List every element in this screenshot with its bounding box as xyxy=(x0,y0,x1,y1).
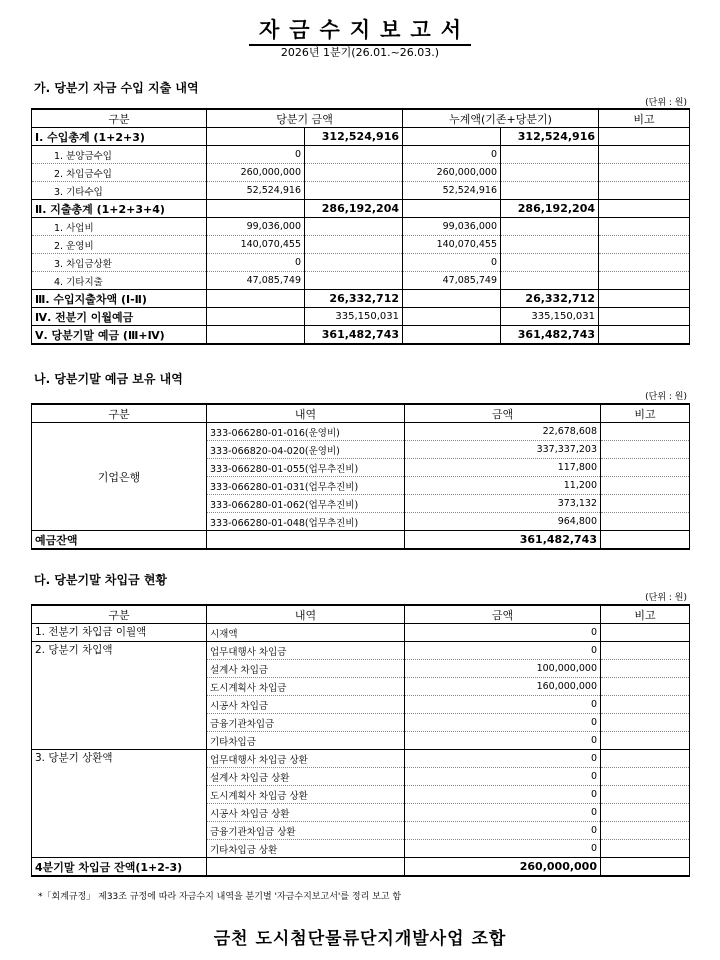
header-amount: 금액 xyxy=(405,404,601,423)
cumulative-detail xyxy=(403,326,501,345)
borrowing-amount: 100,000,000 xyxy=(405,660,601,678)
remarks-cell xyxy=(601,840,690,858)
total-amount: 260,000,000 xyxy=(405,858,601,877)
remarks-cell xyxy=(599,218,690,236)
row-label: 3. 차입금상환 xyxy=(32,254,207,272)
quarter-total: 286,192,204 xyxy=(305,200,403,218)
row-label: Ⅳ. 전분기 이월예금 xyxy=(32,308,207,326)
row-label: Ⅲ. 수입지출차액 (Ⅰ-Ⅱ) xyxy=(32,290,207,308)
remarks-cell xyxy=(601,696,690,714)
remarks-cell xyxy=(599,308,690,326)
quarter-detail xyxy=(207,308,305,326)
cumulative-detail xyxy=(403,308,501,326)
income-expense-table xyxy=(31,108,690,345)
remarks-cell xyxy=(599,254,690,272)
quarter-total xyxy=(305,236,403,254)
cumulative-detail: 0 xyxy=(403,254,501,272)
borrowing-amount: 0 xyxy=(405,624,601,642)
remarks-cell xyxy=(599,164,690,182)
account-amount: 22,678,608 xyxy=(405,423,601,441)
borrowing-item: 기타차입금 xyxy=(207,732,405,750)
quarter-total: 361,482,743 xyxy=(305,326,403,345)
borrowing-item: 금융기관차입금 상환 xyxy=(207,822,405,840)
borrowing-item: 기타차입금 상환 xyxy=(207,840,405,858)
header-remarks: 비고 xyxy=(599,109,690,128)
cumulative-total: 335,150,031 xyxy=(501,308,599,326)
group-label: 2. 당분기 차입액 xyxy=(32,642,207,750)
remarks-cell xyxy=(601,786,690,804)
account-amount: 11,200 xyxy=(405,477,601,495)
account-amount: 373,132 xyxy=(405,495,601,513)
quarter-total: 26,332,712 xyxy=(305,290,403,308)
account-amount: 964,800 xyxy=(405,513,601,531)
quarter-total xyxy=(305,254,403,272)
remarks-cell xyxy=(601,495,690,513)
table-row xyxy=(32,146,690,164)
section-b-title: 나. 당분기말 예금 보유 내역 xyxy=(34,372,183,386)
row-label: 2. 차입금수입 xyxy=(32,164,207,182)
borrowing-item: 시공사 차입금 상환 xyxy=(207,804,405,822)
account-number: 333-066280-01-016(운영비) xyxy=(207,423,405,441)
section-c-unit: (단위 : 원) xyxy=(645,593,687,603)
cumulative-total: 312,524,916 xyxy=(501,128,599,146)
account-number: 333-066280-01-062(업무추진비) xyxy=(207,495,405,513)
table-header xyxy=(32,109,690,128)
header-category: 구분 xyxy=(32,109,207,128)
borrowing-row xyxy=(32,750,690,768)
quarter-detail xyxy=(207,326,305,345)
cumulative-total xyxy=(501,218,599,236)
cumulative-total xyxy=(501,254,599,272)
remarks-cell xyxy=(599,326,690,345)
deposit-table xyxy=(31,403,690,550)
borrowing-amount: 0 xyxy=(405,696,601,714)
total-empty xyxy=(207,858,405,877)
header-details: 내역 xyxy=(207,605,405,624)
row-label: Ⅰ. 수입총계 (1+2+3) xyxy=(32,128,207,146)
cumulative-detail: 47,085,749 xyxy=(403,272,501,290)
organization-name: 금천 도시첨단물류단지개발사업 조합 xyxy=(213,929,507,949)
borrowing-item: 도시계획사 차입금 상환 xyxy=(207,786,405,804)
table-row xyxy=(32,200,690,218)
remarks-cell xyxy=(601,750,690,768)
remarks-cell xyxy=(601,459,690,477)
table-header xyxy=(32,605,690,624)
quarter-detail: 260,000,000 xyxy=(207,164,305,182)
cumulative-total xyxy=(501,272,599,290)
header-category: 구분 xyxy=(32,404,207,423)
table-row xyxy=(32,182,690,200)
remarks-cell xyxy=(599,128,690,146)
quarter-detail: 47,085,749 xyxy=(207,272,305,290)
cumulative-detail: 0 xyxy=(403,146,501,164)
borrowing-amount: 0 xyxy=(405,732,601,750)
remarks-cell xyxy=(601,768,690,786)
table-row xyxy=(32,164,690,182)
remarks-cell xyxy=(599,200,690,218)
table-row xyxy=(32,128,690,146)
quarter-detail: 140,070,455 xyxy=(207,236,305,254)
quarter-total xyxy=(305,218,403,236)
total-label: 예금잔액 xyxy=(32,531,207,550)
group-label: 1. 전분기 차입금 이월액 xyxy=(32,624,207,642)
account-number: 333-066280-01-048(업무추진비) xyxy=(207,513,405,531)
borrowing-item: 금융기관차입금 xyxy=(207,714,405,732)
remarks-cell xyxy=(599,146,690,164)
header-quarter-amount: 당분기 금액 xyxy=(207,109,403,128)
cumulative-total xyxy=(501,182,599,200)
account-number: 333-066280-01-031(업무추진비) xyxy=(207,477,405,495)
borrowing-amount: 0 xyxy=(405,786,601,804)
remarks-cell xyxy=(599,236,690,254)
row-label: 1. 분양금수입 xyxy=(32,146,207,164)
borrowing-amount: 0 xyxy=(405,750,601,768)
remarks-cell xyxy=(601,714,690,732)
quarter-total: 312,524,916 xyxy=(305,128,403,146)
row-label: 3. 기타수입 xyxy=(32,182,207,200)
table-row xyxy=(32,290,690,308)
table-row xyxy=(32,308,690,326)
cumulative-total xyxy=(501,146,599,164)
total-label: 4분기말 차입금 잔액(1+2-3) xyxy=(32,858,207,877)
remarks-cell xyxy=(599,182,690,200)
quarter-total xyxy=(305,272,403,290)
cumulative-detail: 140,070,455 xyxy=(403,236,501,254)
quarter-detail: 0 xyxy=(207,146,305,164)
total-row xyxy=(32,858,690,877)
header-remarks: 비고 xyxy=(601,605,690,624)
borrowing-item: 시재액 xyxy=(207,624,405,642)
borrowing-amount: 0 xyxy=(405,642,601,660)
borrowing-item: 업무대행사 차입금 xyxy=(207,642,405,660)
cumulative-detail: 52,524,916 xyxy=(403,182,501,200)
header-category: 구분 xyxy=(32,605,207,624)
remarks-cell xyxy=(599,290,690,308)
cumulative-total: 361,482,743 xyxy=(501,326,599,345)
header-details: 내역 xyxy=(207,404,405,423)
cumulative-total xyxy=(501,164,599,182)
row-label: 1. 사업비 xyxy=(32,218,207,236)
table-row xyxy=(32,254,690,272)
bank-name: 기업은행 xyxy=(32,423,207,531)
borrowing-row xyxy=(32,642,690,660)
account-number: 333-066820-04-020(운영비) xyxy=(207,441,405,459)
row-label: Ⅴ. 당분기말 예금 (Ⅲ+Ⅳ) xyxy=(32,326,207,345)
borrowing-item: 도시계획사 차입금 xyxy=(207,678,405,696)
remarks-cell xyxy=(601,441,690,459)
quarter-detail xyxy=(207,200,305,218)
quarter-total: 335,150,031 xyxy=(305,308,403,326)
quarter-detail xyxy=(207,290,305,308)
table-row xyxy=(32,236,690,254)
borrowing-item: 시공사 차입금 xyxy=(207,696,405,714)
total-amount: 361,482,743 xyxy=(405,531,601,550)
remarks-cell xyxy=(601,660,690,678)
quarter-detail xyxy=(207,128,305,146)
borrowing-amount: 0 xyxy=(405,822,601,840)
remarks-cell xyxy=(601,642,690,660)
account-number: 333-066280-01-055(업무추진비) xyxy=(207,459,405,477)
remarks-cell xyxy=(601,804,690,822)
section-a-title: 가. 당분기 자금 수입 지출 내역 xyxy=(34,81,199,95)
remarks-cell xyxy=(601,624,690,642)
quarter-total xyxy=(305,182,403,200)
borrowing-table xyxy=(31,604,690,877)
cumulative-detail: 260,000,000 xyxy=(403,164,501,182)
remarks-cell xyxy=(601,678,690,696)
borrowing-item: 업무대행사 차입금 상환 xyxy=(207,750,405,768)
section-c-title: 다. 당분기말 차입금 현황 xyxy=(34,573,168,587)
borrowing-item: 설계사 차입금 상환 xyxy=(207,768,405,786)
cumulative-detail xyxy=(403,290,501,308)
remarks-cell xyxy=(601,822,690,840)
borrowing-amount: 0 xyxy=(405,804,601,822)
row-label: 4. 기타지출 xyxy=(32,272,207,290)
group-label: 3. 당분기 상환액 xyxy=(32,750,207,858)
account-amount: 337,337,203 xyxy=(405,441,601,459)
borrowing-amount: 0 xyxy=(405,768,601,786)
remarks-cell xyxy=(601,858,690,877)
cumulative-total: 286,192,204 xyxy=(501,200,599,218)
header-cumulative: 누계액(기존+당분기) xyxy=(403,109,599,128)
borrowing-amount: 0 xyxy=(405,840,601,858)
header-amount: 금액 xyxy=(405,605,601,624)
cumulative-total xyxy=(501,236,599,254)
borrowing-amount: 0 xyxy=(405,714,601,732)
cumulative-detail xyxy=(403,200,501,218)
row-label: 2. 운영비 xyxy=(32,236,207,254)
total-empty xyxy=(207,531,405,550)
document-title: 자금수지보고서 xyxy=(0,14,720,44)
remarks-cell xyxy=(599,272,690,290)
table-header xyxy=(32,404,690,423)
remarks-cell xyxy=(601,732,690,750)
table-row xyxy=(32,272,690,290)
table-row xyxy=(32,326,690,345)
cumulative-detail xyxy=(403,128,501,146)
row-label: Ⅱ. 지출총계 (1+2+3+4) xyxy=(32,200,207,218)
cumulative-detail: 99,036,000 xyxy=(403,218,501,236)
cumulative-total: 26,332,712 xyxy=(501,290,599,308)
regulation-note: *「회계규정」 제33조 규정에 따라 자금수지 내역을 분기별 '자금수지보고서'를 정리 보고 함 xyxy=(38,892,402,902)
quarter-detail: 52,524,916 xyxy=(207,182,305,200)
borrowing-item: 설계사 차입금 xyxy=(207,660,405,678)
quarter-total xyxy=(305,146,403,164)
remarks-cell xyxy=(601,423,690,441)
account-amount: 117,800 xyxy=(405,459,601,477)
borrowing-row xyxy=(32,624,690,642)
remarks-cell xyxy=(601,477,690,495)
remarks-cell xyxy=(601,513,690,531)
section-a-unit: (단위 : 원) xyxy=(645,98,687,108)
header-remarks: 비고 xyxy=(601,404,690,423)
borrowing-amount: 160,000,000 xyxy=(405,678,601,696)
quarter-detail: 99,036,000 xyxy=(207,218,305,236)
report-period: 2026년 1분기(26.01.~26.03.) xyxy=(280,46,440,59)
remarks-cell xyxy=(601,531,690,550)
quarter-total xyxy=(305,164,403,182)
table-row xyxy=(32,218,690,236)
section-b-unit: (단위 : 원) xyxy=(645,392,687,402)
account-row xyxy=(32,423,690,441)
total-row xyxy=(32,531,690,550)
quarter-detail: 0 xyxy=(207,254,305,272)
